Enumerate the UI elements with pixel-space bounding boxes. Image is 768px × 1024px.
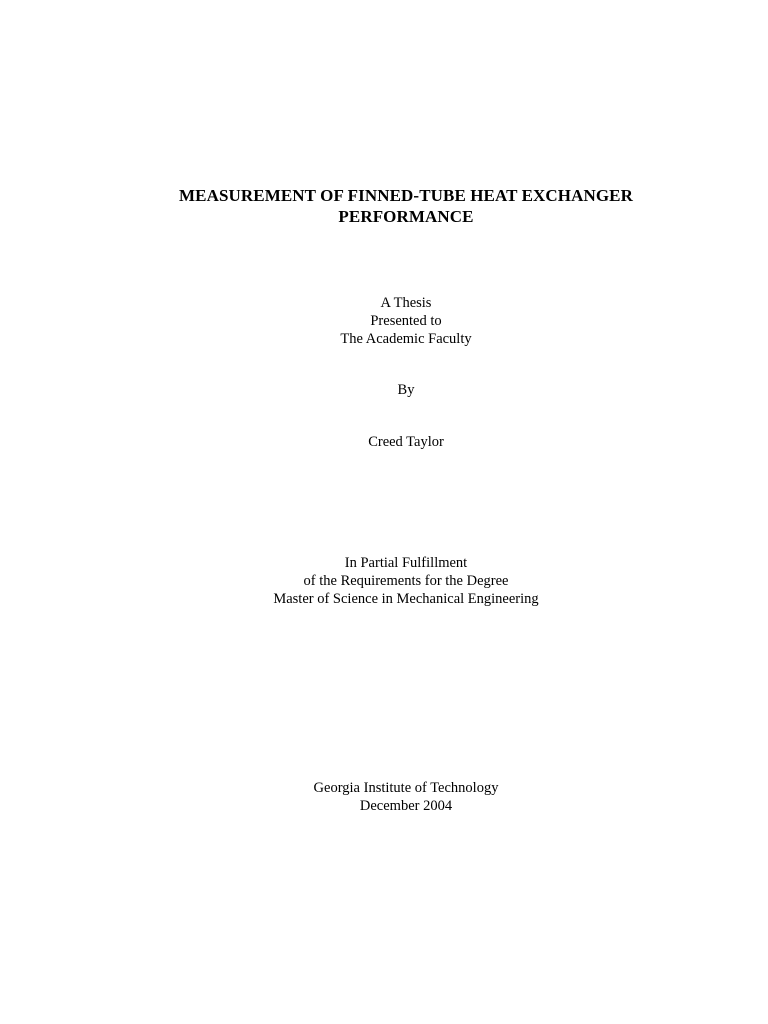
- institution-block: [0, 779, 768, 815]
- fulfillment-block: [0, 554, 768, 608]
- author-name: Creed Taylor: [368, 434, 444, 450]
- presented-to-label: Presented to: [370, 313, 442, 329]
- thesis-presentation-block: [0, 294, 768, 348]
- thesis-title: [0, 185, 768, 227]
- fulfillment-line-1: In Partial Fulfillment: [344, 555, 468, 571]
- thesis-type: A Thesis: [380, 295, 432, 311]
- thesis-title-line-2: PERFORMANCE: [338, 207, 474, 226]
- degree-name: Master of Science in Mechanical Engineering: [273, 591, 539, 607]
- fulfillment-line-2: of the Requirements for the Degree: [303, 573, 509, 589]
- thesis-title-line-1: MEASUREMENT OF FINNED-TUBE HEAT EXCHANGER: [178, 186, 634, 205]
- institution-name: Georgia Institute of Technology: [313, 780, 499, 796]
- submission-date: December 2004: [359, 798, 453, 814]
- by-label: By: [397, 382, 415, 398]
- audience: The Academic Faculty: [340, 331, 472, 347]
